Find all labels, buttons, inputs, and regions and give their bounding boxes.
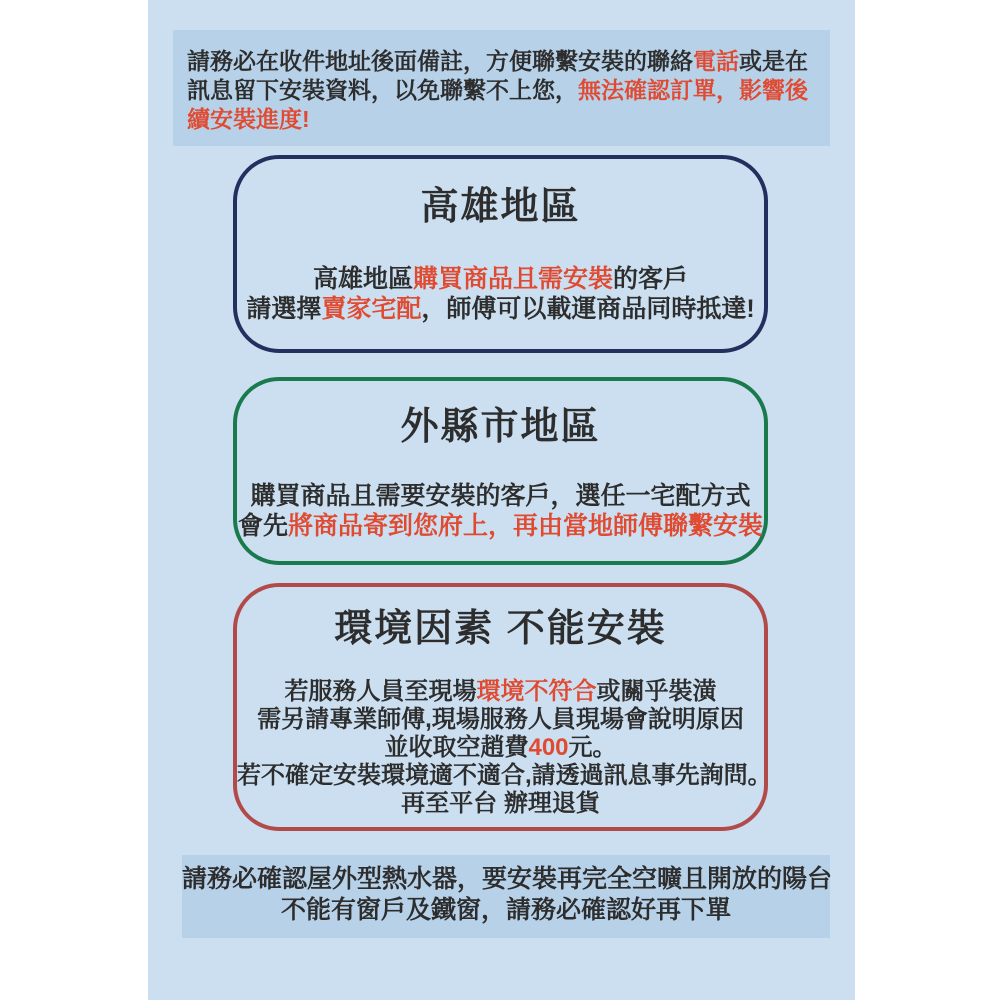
kaohsiung-area-body bbox=[237, 264, 764, 324]
text-line bbox=[237, 294, 764, 324]
text-segment: 不能有窗戶及鐵窗，請務必確認好再下單 bbox=[280, 896, 731, 924]
text-line bbox=[237, 678, 764, 706]
text-segment: 需另請專業師傅,現場服務人員現場會說明原因 bbox=[257, 706, 744, 733]
text-segment: 會先 bbox=[237, 512, 288, 540]
text-segment: 若服務人員至現場 bbox=[284, 678, 477, 705]
text-line bbox=[237, 734, 764, 762]
text-line bbox=[237, 264, 764, 294]
text-segment: ，師傅可以載運商品同時抵達! bbox=[421, 295, 755, 323]
text-segment: 再至平台 辦理退貨 bbox=[401, 790, 600, 817]
kaohsiung-area-title: 高雄地區 bbox=[420, 186, 581, 228]
highlighted-text-segment: 續安裝進度! bbox=[187, 106, 310, 132]
text-line bbox=[182, 895, 830, 926]
text-segment: 若不確定安裝環境適不適合,請透過訊息事先詢問。 bbox=[237, 762, 772, 789]
text-segment: 或是在 bbox=[739, 48, 808, 74]
text-line bbox=[237, 790, 764, 818]
text-segment: 高雄地區 bbox=[312, 265, 413, 293]
kaohsiung-area-box bbox=[233, 155, 768, 353]
highlighted-text-segment: 將商品寄到您府上，再由當地師傅聯繫安裝 bbox=[288, 512, 764, 540]
text-line bbox=[182, 864, 833, 895]
text-segment: 元。 bbox=[568, 734, 617, 761]
text-segment: 請務必確認屋外型熱水器，要安裝再完全空曠且開放的陽台 bbox=[182, 865, 833, 893]
text-line bbox=[237, 762, 772, 790]
text-segment: 請選擇 bbox=[246, 295, 322, 323]
highlighted-text-segment: 400 bbox=[528, 734, 569, 761]
text-line bbox=[237, 706, 764, 734]
text-segment: 的客戶 bbox=[613, 265, 689, 293]
text-segment: 購買商品且需要安裝的客戶，選任一宅配方式 bbox=[250, 482, 751, 510]
text-line bbox=[237, 481, 764, 511]
environment-factor-body bbox=[237, 678, 772, 818]
top-notice bbox=[173, 30, 830, 146]
content-panel bbox=[148, 0, 855, 1000]
text-line bbox=[187, 47, 818, 76]
highlighted-text-segment: 無法確認訂單，影響後 bbox=[578, 77, 808, 103]
text-segment: 或關乎裝潢 bbox=[596, 678, 717, 705]
bottom-notice bbox=[182, 855, 833, 938]
highlighted-text-segment: 賣家宅配 bbox=[321, 295, 422, 323]
outer-counties-title: 外縣市地區 bbox=[400, 406, 601, 448]
text-segment: 訊息留下安裝資料，以免聯繫不上您， bbox=[187, 77, 578, 103]
highlighted-text-segment: 環境不符合 bbox=[476, 678, 597, 705]
highlighted-text-segment: 購買商品且需安裝 bbox=[412, 265, 613, 293]
text-line bbox=[187, 105, 818, 134]
text-line bbox=[187, 76, 818, 105]
environment-factor-box bbox=[233, 583, 772, 831]
highlighted-text-segment: 電話 bbox=[693, 48, 739, 74]
text-line bbox=[237, 511, 764, 541]
outer-counties-box bbox=[233, 377, 768, 565]
text-segment: 並收取空趙費 bbox=[384, 734, 529, 761]
environment-factor-title: 環境因素 不能安裝 bbox=[334, 608, 667, 650]
outer-counties-body bbox=[237, 481, 764, 541]
text-segment: 請務必在收件地址後面備註，方便聯繫安裝的聯絡 bbox=[187, 48, 693, 74]
